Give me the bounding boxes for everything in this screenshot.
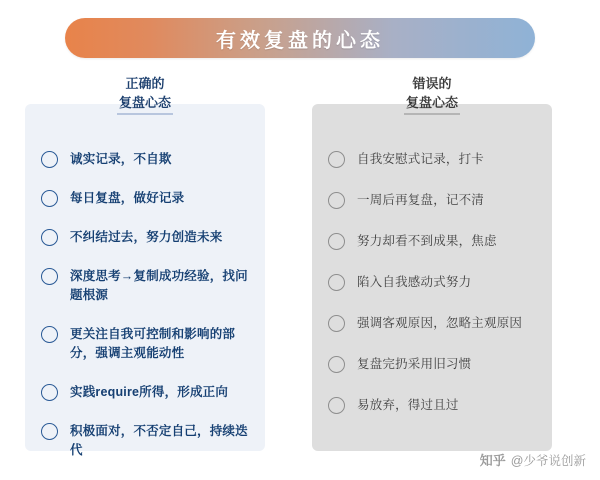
list-item-label: 一周后再复盘，记不清 bbox=[357, 193, 485, 207]
correct-mindset-panel bbox=[25, 76, 265, 457]
list-item bbox=[312, 232, 552, 251]
watermark bbox=[480, 450, 586, 469]
list-item bbox=[25, 325, 265, 363]
list-item bbox=[25, 189, 265, 208]
list-item bbox=[25, 150, 265, 169]
list-item-label: 积极面对，不否定自己，持续迭代 bbox=[70, 424, 248, 457]
list-item-label: 自我安慰式记录，打卡 bbox=[357, 152, 485, 166]
wrong-mindset-list bbox=[312, 150, 552, 437]
wrong-mindset-header bbox=[312, 74, 552, 115]
list-item bbox=[312, 273, 552, 292]
circle-bullet-icon bbox=[328, 397, 345, 414]
list-item-label: 陷入自我感动式努力 bbox=[357, 275, 472, 289]
page-title: 有效复盘的心态 bbox=[216, 29, 384, 52]
list-item-label: 每日复盘，做好记录 bbox=[70, 191, 185, 205]
list-item-label: 复盘完扔采用旧习惯 bbox=[357, 357, 472, 371]
title-banner bbox=[65, 18, 535, 58]
list-item-label: 实践require所得，形成正向 bbox=[70, 385, 229, 399]
circle-bullet-icon bbox=[328, 274, 345, 291]
list-item-label: 诚实记录，不自欺 bbox=[70, 152, 172, 166]
correct-mindset-header-line1: 正确的 bbox=[125, 76, 165, 91]
list-item bbox=[25, 383, 265, 402]
zhihu-logo: 知乎 bbox=[479, 453, 506, 468]
list-item bbox=[25, 267, 265, 305]
circle-bullet-icon bbox=[328, 315, 345, 332]
circle-bullet-icon bbox=[328, 233, 345, 250]
list-item-label: 不纠结过去，努力创造未来 bbox=[70, 230, 223, 244]
circle-bullet-icon bbox=[41, 190, 58, 207]
list-item bbox=[25, 228, 265, 247]
list-item-label: 更关注自我可控制和影响的部分，强调主观能动性 bbox=[70, 327, 236, 360]
list-item-label: 强调客观原因，忽略主观原因 bbox=[357, 316, 523, 330]
correct-mindset-list bbox=[25, 150, 265, 480]
list-item-label: 努力却看不到成果，焦虑 bbox=[357, 234, 497, 248]
circle-bullet-icon bbox=[328, 192, 345, 209]
watermark-author: @少爷说创新 bbox=[510, 453, 586, 468]
list-item bbox=[312, 314, 552, 333]
circle-bullet-icon bbox=[41, 268, 58, 285]
circle-bullet-icon bbox=[41, 326, 58, 343]
wrong-mindset-panel bbox=[312, 76, 552, 451]
list-item bbox=[312, 355, 552, 374]
list-item bbox=[312, 396, 552, 415]
circle-bullet-icon bbox=[41, 423, 58, 440]
circle-bullet-icon bbox=[328, 356, 345, 373]
wrong-mindset-header-line2: 复盘心态 bbox=[404, 93, 460, 115]
circle-bullet-icon bbox=[41, 151, 58, 168]
list-item-label: 深度思考→复制成功经验，找问题根源 bbox=[70, 269, 248, 302]
wrong-mindset-header-line1: 错误的 bbox=[412, 76, 452, 91]
circle-bullet-icon bbox=[328, 151, 345, 168]
list-item-label: 易放弃，得过且过 bbox=[357, 398, 459, 412]
circle-bullet-icon bbox=[41, 384, 58, 401]
circle-bullet-icon bbox=[41, 229, 58, 246]
list-item bbox=[312, 191, 552, 210]
correct-mindset-header bbox=[25, 74, 265, 115]
list-item bbox=[312, 150, 552, 169]
correct-mindset-header-line2: 复盘心态 bbox=[117, 93, 173, 115]
list-item bbox=[25, 422, 265, 460]
